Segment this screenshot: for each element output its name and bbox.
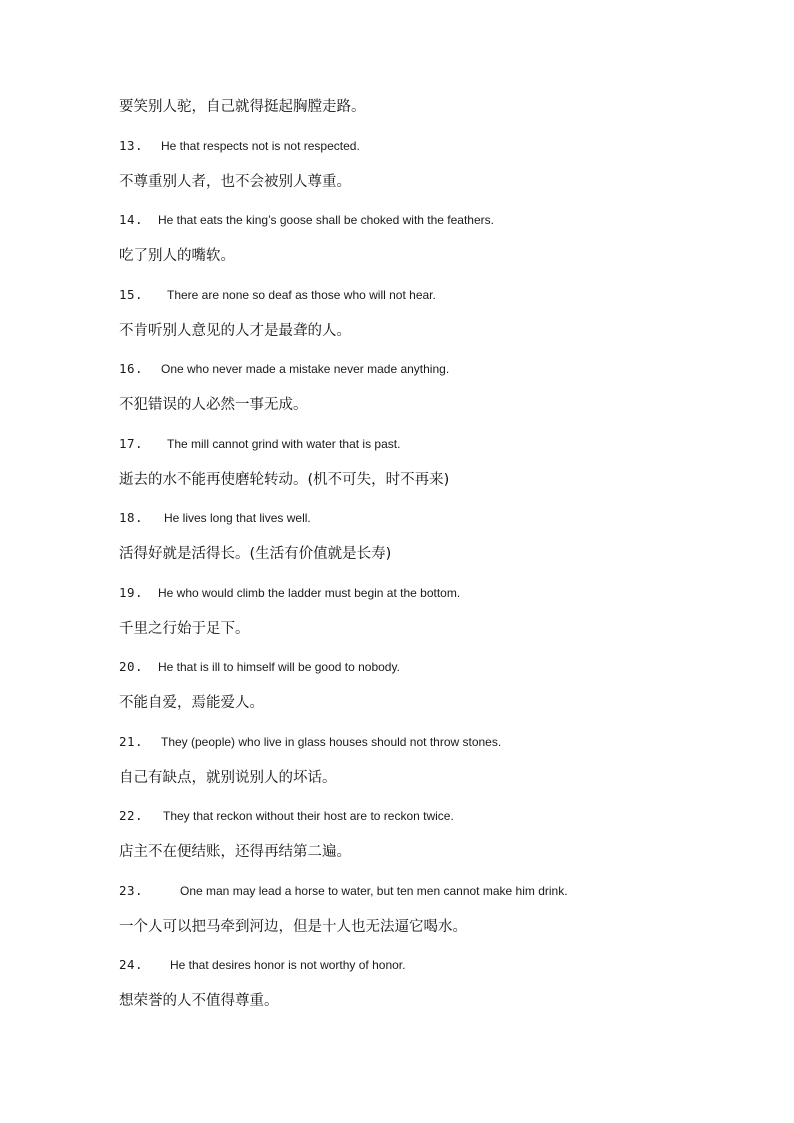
proverb-18-chinese: 活得好就是活得长。(生活有价值就是长寿) — [119, 546, 392, 562]
proverb-number: 18. — [119, 510, 144, 525]
proverb-number: 22. — [119, 808, 144, 823]
proverb-23-chinese: 一个人可以把马牵到河边，但是十人也无法逼它喝水。 — [119, 919, 467, 935]
proverb-number: 24. — [119, 957, 144, 972]
proverb-19-chinese: 千里之行始于足下。 — [119, 621, 250, 637]
proverb-english: The mill cannot grind with water that is past. — [167, 437, 401, 451]
proverb-english: He that respects not is not respected. — [161, 139, 360, 153]
proverb-13-english-line — [119, 138, 734, 154]
proverb-number: 14. — [119, 212, 144, 227]
proverb-english: They that reckon without their host are to reckon twice. — [163, 809, 454, 823]
proverb-23-english-line — [119, 883, 734, 899]
proverb-english: He who would climb the ladder must begin at the bottom. — [158, 586, 461, 600]
proverb-14-chinese: 吃了别人的嘴软。 — [119, 248, 235, 264]
proverb-number: 20. — [119, 659, 144, 674]
proverb-english: There are none so deaf as those who will not hear. — [167, 288, 436, 302]
proverb-22-chinese: 店主不在便结账，还得再结第二遍。 — [119, 844, 351, 860]
proverb-english: They (people) who live in glass houses should not throw stones. — [161, 735, 502, 749]
proverb-16-english-line — [119, 361, 734, 377]
intro-translation: 要笑别人驼，自己就得挺起胸膛走路。 — [119, 99, 366, 115]
proverb-english: He lives long that lives well. — [164, 511, 311, 525]
proverb-number: 16. — [119, 361, 144, 376]
proverb-english: He that is ill to himself will be good to nobody. — [158, 660, 400, 674]
proverb-number: 19. — [119, 585, 144, 600]
proverb-17-chinese: 逝去的水不能再使磨轮转动。(机不可失，时不再来) — [119, 472, 450, 488]
proverb-24-chinese: 想荣誉的人不值得尊重。 — [119, 993, 279, 1009]
proverb-22-english-line — [119, 808, 734, 824]
proverb-number: 23. — [119, 883, 144, 898]
proverb-english: He that eats the king’s goose shall be choked with the feathers. — [158, 213, 494, 227]
proverb-16-chinese: 不犯错误的人必然一事无成。 — [119, 397, 308, 413]
proverb-20-english-line — [119, 659, 734, 675]
proverb-number: 21. — [119, 734, 144, 749]
proverb-19-english-line — [119, 585, 734, 601]
proverb-21-english-line — [119, 734, 734, 750]
proverb-18-english-line — [119, 510, 734, 526]
proverb-13-chinese: 不尊重别人者，也不会被别人尊重。 — [119, 174, 351, 190]
proverb-17-english-line — [119, 436, 734, 452]
proverb-15-english-line — [119, 287, 734, 303]
proverb-number: 17. — [119, 436, 144, 451]
proverb-number: 13. — [119, 138, 144, 153]
proverb-english: He that desires honor is not worthy of honor. — [170, 958, 406, 972]
proverb-15-chinese: 不肯听别人意见的人才是最聋的人。 — [119, 323, 351, 339]
proverb-24-english-line — [119, 957, 734, 973]
proverb-number: 15. — [119, 287, 144, 302]
proverb-english: One who never made a mistake never made anything. — [161, 362, 450, 376]
proverb-english: One man may lead a horse to water, but ten men cannot make him drink. — [180, 884, 568, 898]
proverb-20-chinese: 不能自爱，焉能爱人。 — [119, 695, 264, 711]
proverb-21-chinese: 自己有缺点，就别说别人的坏话。 — [119, 770, 337, 786]
proverb-14-english-line — [119, 212, 734, 228]
